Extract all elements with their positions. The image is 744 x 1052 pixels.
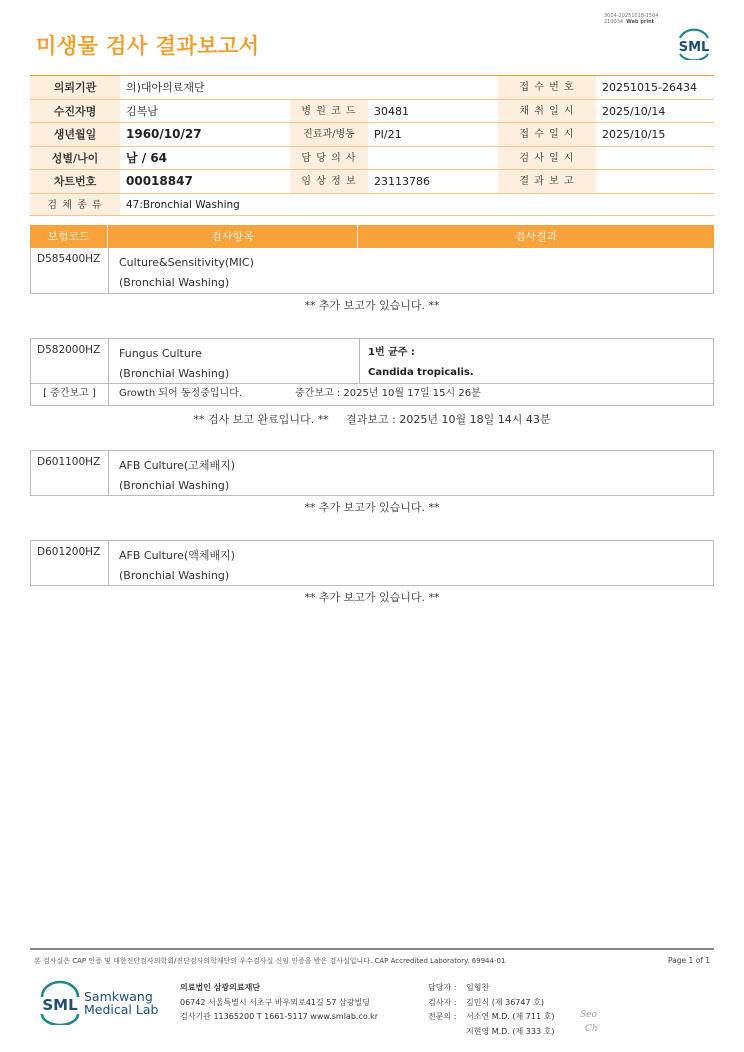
- birth-value: 1960/10/27: [126, 127, 202, 141]
- hospital-code-label: 병 원 코 드: [290, 100, 368, 123]
- patient-info-table: [30, 75, 714, 216]
- result-note: ** 추가 보고가 있습니다. **: [304, 591, 440, 604]
- result-row: [30, 540, 714, 586]
- print-metadata: [604, 13, 659, 25]
- info-row: [30, 99, 714, 123]
- column-header-item: 검사항목: [108, 225, 358, 248]
- staff-row: [428, 981, 554, 996]
- info-row: [30, 122, 714, 146]
- result-row: [30, 450, 714, 496]
- signature-ch: Ch: [585, 1024, 598, 1034]
- staff-value: 지현영 M.D. (제 333 호): [466, 1026, 555, 1036]
- staff-label: 전문의 :: [428, 1012, 457, 1021]
- collection-date-value: 2025/10/14: [602, 104, 666, 118]
- result-item-name: AFB Culture(액체배지): [119, 549, 236, 562]
- clinical-value: 23113786: [374, 175, 430, 188]
- doctor-value: [368, 147, 498, 170]
- name-label: 수진자명: [30, 100, 120, 123]
- result-row: [30, 338, 714, 384]
- result-item: [119, 456, 235, 496]
- print-meta-id: 3014-20251018-1504: [604, 13, 659, 19]
- result-item-name: Culture&Sensitivity(MIC): [119, 256, 254, 269]
- result-row: [30, 248, 714, 294]
- web-print-label: Web print: [626, 19, 655, 25]
- result-code: D601200HZ: [31, 541, 109, 585]
- organization-info: [180, 981, 378, 1025]
- brand-line1: Samkwang: [84, 989, 153, 1004]
- birth-label: 생년월일: [30, 123, 120, 146]
- chart-value: 00018847: [126, 174, 193, 188]
- receipt-date-label: 접 수 일 시: [498, 123, 596, 146]
- org-address: 06742 서울특별시 서초구 바우뫼로41길 57 삼광빌딩: [180, 997, 370, 1007]
- info-row: [30, 193, 714, 217]
- clinical-label: 임 상 정 보: [290, 170, 368, 193]
- receipt-no-value: 20251015-26434: [602, 81, 697, 94]
- result-item-name: AFB Culture(고체배지): [119, 459, 236, 472]
- collection-date-label: 채 취 일 시: [498, 100, 596, 123]
- result-item-specimen: (Bronchial Washing): [119, 276, 230, 289]
- staff-value: 임형찬: [466, 983, 490, 992]
- receipt-no-label: 접 수 번 호: [498, 76, 596, 99]
- staff-row: [428, 1025, 554, 1040]
- result-item: [119, 344, 229, 384]
- test-date-label: 검 사 일 시: [498, 147, 596, 170]
- brand-name: [84, 990, 158, 1016]
- staff-row: [428, 1010, 554, 1025]
- org-contact: 검사기관 11365200 T 1661-5117 www.smlab.co.kr: [180, 1012, 379, 1021]
- sml-footer-logo-icon: [36, 979, 84, 1025]
- info-row: [30, 75, 714, 99]
- sex-age-label: 성별/나이: [30, 147, 120, 170]
- report-value: [596, 170, 714, 193]
- result-code: D582000HZ: [31, 339, 109, 383]
- specimen-label: 검 체 종 류: [30, 194, 120, 216]
- result-item-specimen: (Bronchial Washing): [119, 569, 230, 582]
- info-row: [30, 146, 714, 170]
- dept-value: PI/21: [374, 128, 402, 141]
- staff-value: 김민식 (제 36747 호): [466, 997, 544, 1007]
- staff-label: 담당자 :: [428, 983, 457, 992]
- result-item: [119, 546, 235, 586]
- doctor-label: 담 당 의 사: [290, 147, 368, 170]
- report-title: 미생물 검사 결과보고서: [36, 34, 260, 58]
- interim-report-row: [30, 383, 714, 406]
- result-note: ** 추가 보고가 있습니다. **: [304, 299, 440, 312]
- page-number: Page 1 of 1: [668, 956, 711, 965]
- interim-text: Growth 되어 동정중입니다.: [119, 388, 243, 399]
- result-value: [359, 339, 715, 383]
- requester-value: 의)대아의료재단: [126, 81, 205, 94]
- staff-info: [428, 981, 554, 1039]
- footer-logo-text: SML: [42, 996, 78, 1014]
- result-code: D601100HZ: [31, 451, 109, 495]
- requester-label: 의뢰기관: [30, 76, 120, 99]
- specimen-value: 47:Bronchial Washing: [126, 198, 240, 211]
- staff-label: 검사자 :: [428, 997, 457, 1007]
- results-header: [30, 225, 714, 248]
- result-item-specimen: (Bronchial Washing): [119, 479, 230, 492]
- column-header-code: 보험코드: [30, 225, 108, 248]
- interim-label: [ 중간보고 ]: [31, 383, 109, 405]
- organism-name: Candida tropicalis.: [368, 367, 474, 378]
- footer-divider: [30, 948, 714, 950]
- result-item-name: Fungus Culture: [119, 347, 202, 360]
- hospital-code-value: 30481: [374, 104, 409, 118]
- print-meta-code: 210034: [604, 19, 624, 25]
- sex-age-value: 남 / 64: [126, 150, 168, 165]
- column-header-result: 검사결과: [514, 230, 558, 243]
- receipt-date-value: 2025/10/15: [602, 128, 666, 141]
- interim-time: 중간보고 : 2025년 10월 17일 15시 26분: [295, 388, 481, 399]
- name-value: 김복남: [126, 104, 158, 118]
- staff-value: 서소연 M.D. (제 711 호): [466, 1012, 555, 1021]
- result-note: ** 검사 보고 완료입니다. ** 결과보고 : 2025년 10월 18일 14시 43분: [193, 413, 551, 426]
- result-item: [119, 253, 254, 293]
- result-note: ** 추가 보고가 있습니다. **: [304, 501, 440, 514]
- result-code: D585400HZ: [31, 248, 109, 293]
- test-date-value: [596, 147, 714, 170]
- org-name: 의료법인 삼광의료재단: [180, 983, 261, 992]
- organism-label: 1번 균주 :: [368, 347, 415, 358]
- staff-row: [428, 996, 554, 1011]
- signature-seo: Seo: [580, 1010, 597, 1020]
- chart-label: 차트번호: [30, 170, 120, 193]
- info-row: [30, 169, 714, 193]
- certification-text: 본 검사실은 CAP 인증 및 대한진단검사의학회/진단검사의학재단의 우수검사실 신임 인증을 받은 검사실입니다. CAP Accredited Laboratory. 69944-01: [34, 957, 506, 965]
- brand-line2: Medical Lab: [84, 1002, 159, 1017]
- result-item-specimen: (Bronchial Washing): [119, 367, 230, 380]
- logo-text: SML: [678, 40, 710, 55]
- report-label: 결 과 보 고: [498, 170, 596, 193]
- sml-logo-icon: [674, 24, 714, 60]
- dept-label: 진료과/병동: [290, 123, 368, 146]
